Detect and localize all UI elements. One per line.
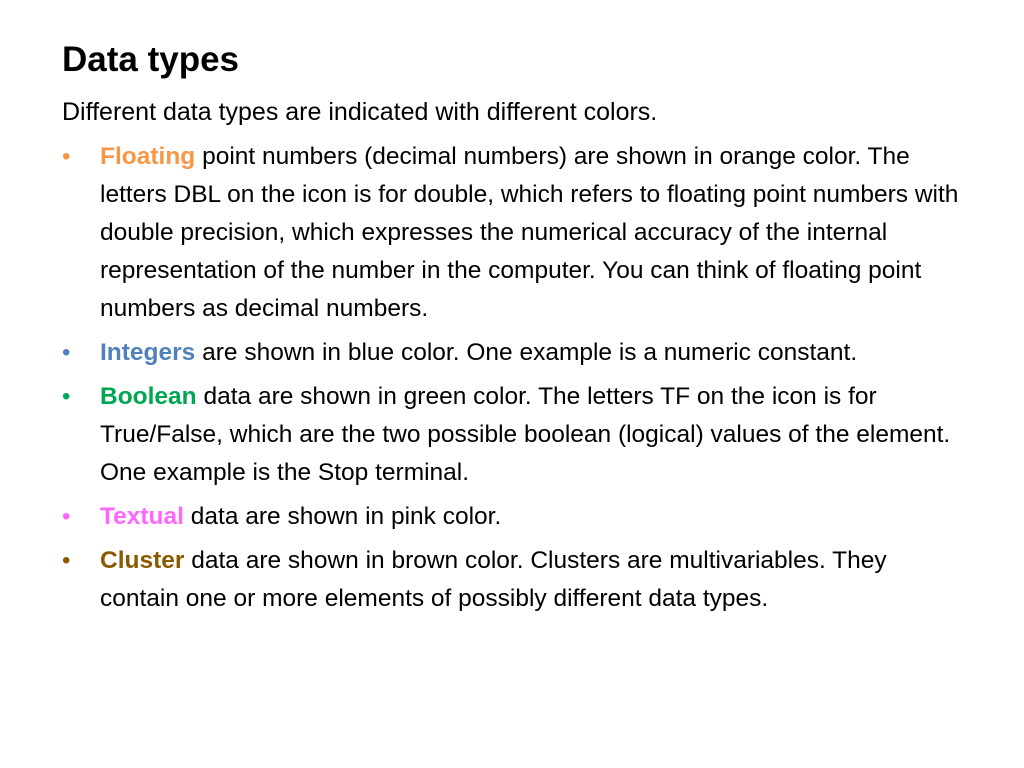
bullet-item-boolean: [62, 378, 962, 492]
bullet-item-textual: [62, 498, 962, 536]
bullet-list: [62, 138, 962, 624]
bullet-keyword: Integers: [100, 339, 196, 366]
bullet-item-cluster: [62, 542, 962, 618]
intro-text: Different data types are indicated with different colors.: [62, 98, 658, 126]
bullet-text: point numbers (decimal numbers) are shown in orange color. The letters DBL on the icon is for double, which refers to floating point numbers with double precision, which expresses the numerical accuracy of the internal representation of the number in the computer. You can think of floating point numbers as decimal numbers.: [100, 143, 959, 322]
bullet-keyword: Cluster: [100, 547, 185, 574]
bullet-item-integers: [62, 334, 962, 372]
bullet-dot: •: [62, 383, 71, 410]
bullet-keyword: Textual: [100, 503, 184, 530]
slide-title: Data types: [62, 40, 240, 79]
bullet-item-floating: [62, 138, 962, 328]
bullet-text: are shown in blue color. One example is a numeric constant.: [195, 339, 858, 366]
bullet-text: data are shown in brown color. Clusters are multivariables. They contain one or more elements of possibly different data types.: [100, 547, 887, 612]
bullet-dot: •: [62, 547, 71, 574]
bullet-keyword: Floating: [100, 143, 196, 170]
bullet-text: data are shown in pink color.: [183, 503, 502, 530]
bullet-dot: •: [62, 503, 71, 530]
bullet-text: data are shown in green color. The letters TF on the icon is for True/False, which are the two possible boolean (logical) values of the element. One example is the Stop terminal.: [100, 383, 951, 486]
bullet-dot: •: [62, 143, 71, 170]
bullet-keyword: Boolean: [100, 383, 197, 410]
bullet-dot: •: [62, 339, 71, 366]
